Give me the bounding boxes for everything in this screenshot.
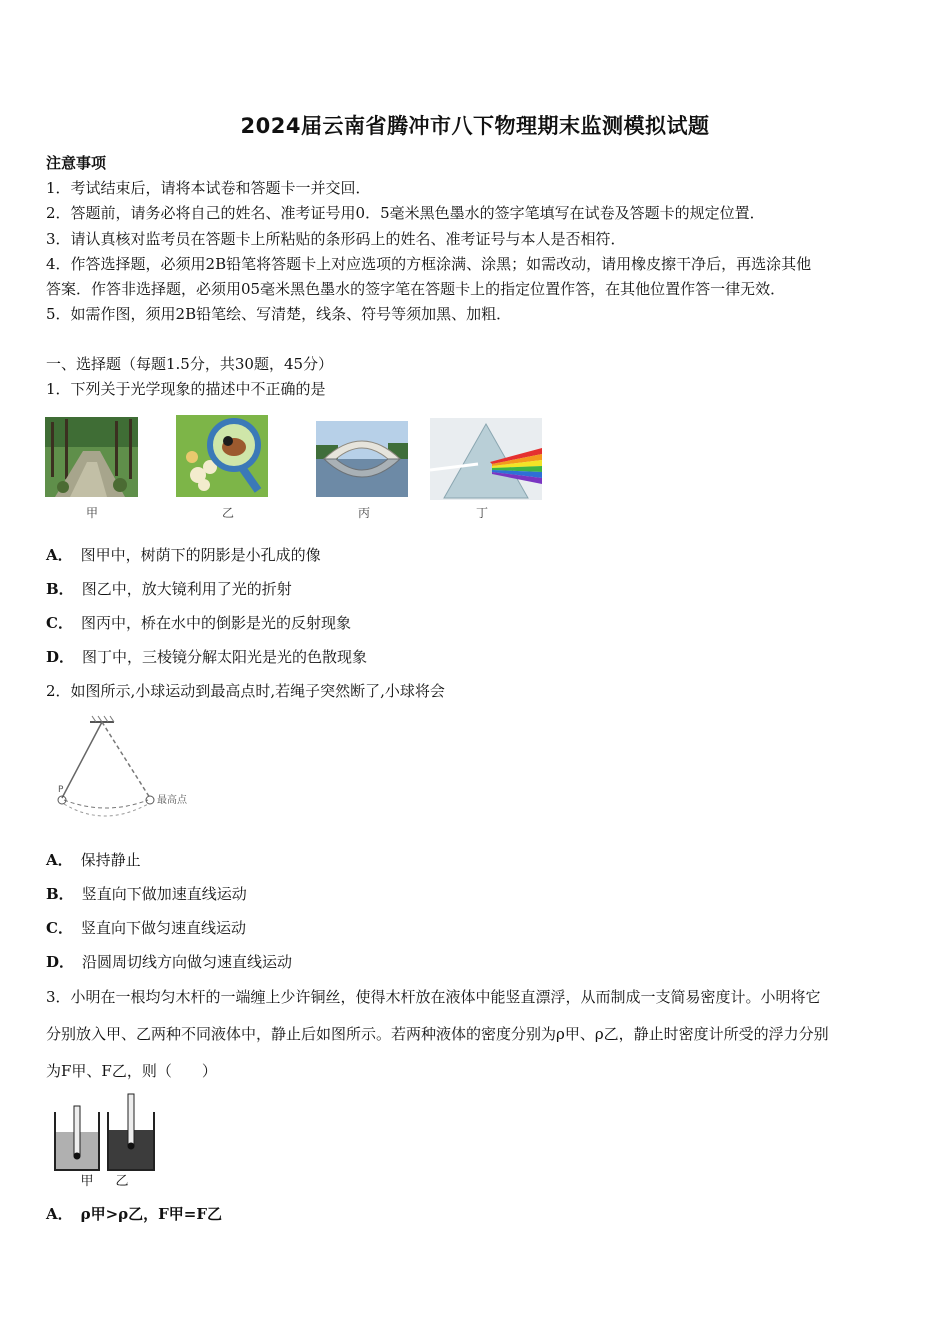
q2-option-d: D． 沿圆周切线方向做匀速直线运动 [46, 953, 293, 971]
figure-prism [430, 418, 542, 500]
figure-hydrometer [50, 1092, 162, 1174]
q1-option-d: D． 图丁中，三棱镜分解太阳光是光的色散现象 [46, 648, 368, 666]
section-heading: 一、选择题（每题1.5分，共30题，45分） [46, 355, 334, 373]
figure-caption: 甲 [80, 1174, 94, 1189]
notice-item: 2．答题前，请务必将自己的姓名、准考证号用0．5毫米黑色墨水的签字笔填写在试卷及答题卡的规定位置． [46, 204, 765, 222]
pendulum-label-p: P [58, 785, 64, 795]
notice-heading: 注意事项 [46, 154, 107, 172]
q1-option-b: B． 图乙中，放大镜利用了光的折射 [46, 580, 292, 598]
figure-caption: 乙 [221, 506, 234, 520]
figure-pendulum [46, 712, 206, 830]
q3-option-a: A． ρ甲>ρ乙，F甲=F乙 [46, 1205, 223, 1223]
figure-arch-bridge [316, 421, 408, 497]
figure-caption: 丁 [475, 506, 488, 520]
question-3-line: 为F甲、F乙，则（ ） [46, 1062, 217, 1080]
notice-item: 4．作答选择题，必须用2B铅笔将答题卡上对应选项的方框涂满、涂黑；如需改动，请用橡皮擦干净后，再选涂其他 [46, 255, 812, 273]
notice-item: 答案．作答非选择题，必须用05毫米黑色墨水的签字笔在答题卡上的指定位置作答，在其他位置作答一律无效． [46, 280, 786, 298]
question-1-stem: 1．下列关于光学现象的描述中不正确的是 [46, 380, 326, 398]
notice-item: 3．请认真核对监考员在答题卡上所粘贴的条形码上的姓名、准考证号与本人是否相符． [46, 230, 626, 248]
q2-option-b: B． 竖直向下做加速直线运动 [46, 885, 247, 903]
question-2-stem: 2．如图所示,小球运动到最高点时,若绳子突然断了,小球将会 [46, 682, 445, 700]
figure-caption: 乙 [115, 1174, 129, 1189]
question-3-line: 分别放入甲、乙两种不同液体中，静止后如图所示。若两种液体的密度分别为ρ甲、ρ乙，静止时密度计所受的浮力分别 [46, 1025, 829, 1043]
question-3-line: 3．小明在一根均匀木杆的一端缠上少许铜丝，使得木杆放在液体中能竖直漂浮，从而制成一支简易密度计。小明将它 [46, 988, 821, 1006]
q2-option-a: A． 保持静止 [46, 851, 141, 869]
pendulum-label-top: 最高点 [157, 795, 187, 806]
q2-option-c: C． 竖直向下做匀速直线运动 [46, 919, 246, 937]
figure-caption: 丙 [357, 506, 370, 520]
notice-item: 5．如需作图，须用2B铅笔绘、写清楚，线条、符号等须加黑、加粗． [46, 305, 512, 323]
notice-item: 1．考试结束后，请将本试卷和答题卡一并交回． [46, 179, 371, 197]
q1-option-c: C． 图丙中，桥在水中的倒影是光的反射现象 [46, 614, 351, 632]
figure-tree-shade [45, 417, 138, 497]
q1-option-a: A． 图甲中，树荫下的阴影是小孔成的像 [46, 546, 321, 564]
page-title: 2024届云南省腾冲市八下物理期末监测模拟试题 [240, 114, 710, 138]
figure-caption: 甲 [85, 506, 98, 520]
figure-magnifier [176, 415, 268, 497]
